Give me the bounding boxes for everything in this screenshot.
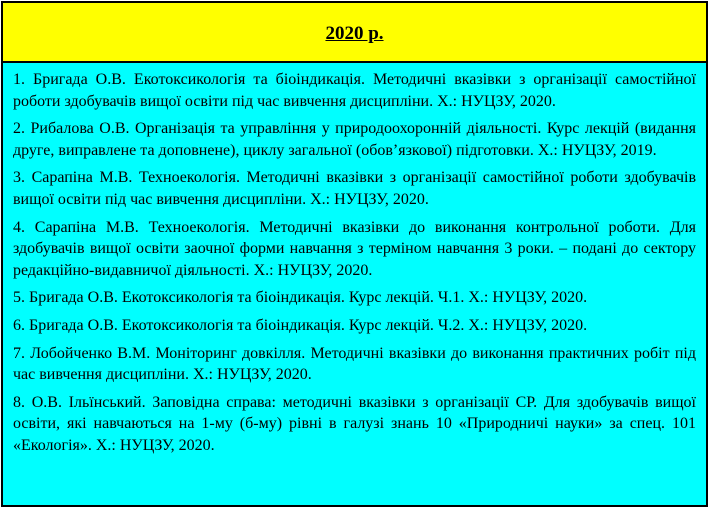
list-item: 3. Сарапіна М.В. Техноекологія. Методичні вказівки з організації самостійної роботи здобувачів вищої освіти під час вивчення дисципліни. Х.: НУЦЗУ, 2020. (13, 169, 696, 208)
list-item: 5. Бригада О.В. Екотоксикологія та біоіндикація. Курс лекцій. Ч.1. Х.: НУЦЗУ, 2020. (13, 289, 588, 307)
list-item: 8. О.В. Ільїнський. Заповідна справа: методичні вказівки з організації СР. Для здобувачів вищої освіти, які навчаються на 1-му (б-му) рівні в галузі знань 10 «Природничі науки» за спец. 101 «Екологія». Х.: НУЦЗУ, 2020. (13, 393, 696, 454)
slide-header (3, 3, 706, 63)
list-item: 2. Рибалова О.В. Організація та управління у природоохоронній діяльності. Курс лекцій (видання друге, виправлене та доповнене), циклу загальної (обов’язкової) підготовки. Х.: НУЦЗУ, 2019. (13, 120, 696, 159)
page-title: 2020 р. (325, 23, 384, 44)
list-item: 6. Бригада О.В. Екотоксикологія та біоіндикація. Курс лекцій. Ч.2. Х.: НУЦЗУ, 2020. (13, 316, 588, 334)
list-item: 4. Сарапіна М.В. Техноекологія. Методичні вказівки до виконання контрольної роботи. Для здобувачів вищої освіти заочної форми навчання з терміном навчання 3 роки. – подані до сектору редакційно-видавничої діяльності. Х.: НУЦЗУ, 2020. (13, 218, 696, 279)
list-item: 1. Бригада О.В. Екотоксикологія та біоіндикація. Методичні вказівки з організації самостійної роботи здобувачів вищої освіти під час вивчення дисципліни. Х.: НУЦЗУ, 2020. (13, 71, 696, 110)
slide-frame (1, 1, 708, 507)
list-item: 7. Лобойченко В.М. Моніторинг довкілля. Методичні вказівки до виконання практичних робіт під час вивчення дисципліни. Х.: НУЦЗУ, 2020. (13, 344, 696, 384)
publication-list (13, 69, 696, 457)
